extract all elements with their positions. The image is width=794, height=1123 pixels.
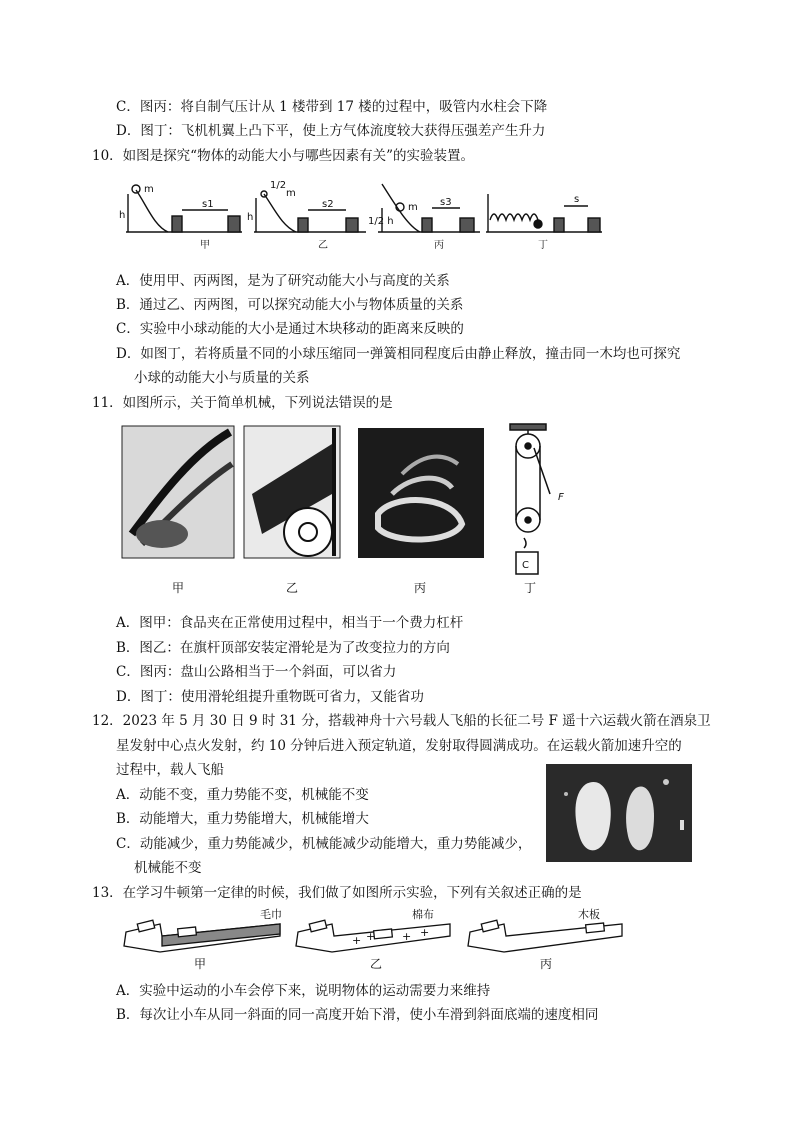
q11-option-d: D．图丁：使用滑轮组提升重物既可省力，又能省功	[116, 689, 424, 705]
q11-label-jia: 甲	[172, 581, 185, 595]
q10-figure-kinetic-energy	[119, 180, 612, 252]
q13-figure-newton-first-law	[120, 906, 632, 970]
svg-text:+: +	[420, 926, 430, 939]
q11-option-b: B．图乙：在旗杆顶部安装定滑轮是为了改变拉力的方向	[116, 640, 450, 656]
q12-option-c-line1: C．动能减少，重力势能减少，机械能减少动能增大，重力势能减少，	[116, 836, 532, 852]
q11-force-label: F	[558, 492, 564, 503]
q10-label-jia: 甲	[200, 240, 210, 251]
q11-label-ding: 丁	[524, 581, 537, 595]
svg-text:+: +	[402, 930, 412, 943]
q10-option-a: A．使用甲、丙两图，是为了研究动能大小与高度的关系	[116, 273, 450, 289]
q13-option-b: B．每次让小车从同一斜面的同一高度开始下滑，使小车滑到斜面底端的速度相同	[116, 1007, 599, 1023]
q10-h-label-yi: h	[247, 212, 254, 223]
q12-option-b: B．动能增大，重力势能增大，机械能增大	[116, 811, 369, 827]
q10-option-d-line1: D．如图丁，若将质量不同的小球压缩同一弹簧相同程度后由静止释放，撞击同一木均也可探究	[116, 346, 681, 362]
q10-mass-label-bing: m	[408, 202, 418, 213]
svg-text:+: +	[366, 930, 376, 943]
q9-option-d: D．图丁：飞机机翼上凸下平，使上方气体流度较大获得压强差产生升力	[116, 123, 546, 139]
q10-option-c: C．实验中小球动能的大小是通过木块移动的距离来反映的	[116, 321, 464, 337]
q13-option-a: A．实验中运动的小车会停下来，说明物体的运动需要力来维持	[116, 983, 491, 999]
q12-option-a: A．动能不变，重力势能不变，机械能不变	[116, 787, 369, 803]
q10-mass-label-yi: m	[286, 188, 296, 199]
q10-half-h-label: 1/2 h	[368, 216, 394, 227]
q10-label-bing: 丙	[434, 240, 444, 251]
q10-label-ding: 丁	[538, 240, 548, 251]
q12-rocket-photo	[546, 764, 692, 862]
q13-surface-cotton: 棉布	[412, 908, 434, 921]
q9-option-c: C．图丙：将自制气压计从 1 楼带到 17 楼的过程中，吸管内水柱会下降	[116, 99, 548, 115]
q10-stem: 10．如图是探究“物体的动能大小与哪些因素有关”的实验装置。	[92, 148, 474, 164]
q10-label-yi: 乙	[318, 240, 328, 251]
q13-label-jia: 甲	[194, 957, 207, 971]
q11-option-c: C．图丙：盘山公路相当于一个斜面，可以省力	[116, 664, 397, 680]
q10-option-d-line2: 小球的动能大小与质量的关系	[134, 370, 310, 386]
q10-s-label: s	[574, 194, 580, 205]
q13-surface-wood: 木板	[578, 908, 600, 921]
q12-stem-line2: 星发射中心点火发射，约 10 分钟后进入预定轨道，发射取得圆满成功。在运载火箭加速升空的	[116, 738, 682, 754]
q11-label-yi: 乙	[286, 581, 299, 595]
q11-stem: 11．如图所示，关于简单机械，下列说法错误的是	[92, 395, 393, 411]
q12-stem-line3: 过程中，载人飞船	[116, 762, 224, 778]
q11-option-a: A．图甲：食品夹在正常使用过程中，相当于一个费力杠杆	[116, 615, 464, 631]
q11-weight-label: C	[522, 560, 529, 571]
q10-option-b: B．通过乙、丙两图，可以探究动能大小与物体质量的关系	[116, 297, 464, 313]
q13-stem: 13．在学习牛顿第一定律的时候，我们做了如图所示实验，下列有关叙述正确的是	[92, 885, 582, 901]
q13-surface-towel: 毛巾	[260, 908, 282, 921]
q12-option-c-line2: 机械能不变	[134, 860, 202, 876]
q13-label-yi: 乙	[370, 957, 383, 971]
q10-mass-label-jia: m	[144, 184, 154, 195]
q10-s2-label: s2	[322, 199, 334, 210]
svg-text:+: +	[352, 934, 362, 947]
q11-label-bing: 丙	[414, 581, 427, 595]
q10-h-label-jia: h	[119, 210, 126, 221]
q10-half-label: 1/2	[270, 180, 287, 191]
q12-stem-line1: 12．2023 年 5 月 30 日 9 时 31 分，搭载神舟十六号载人飞船的长征二号 F 遥十六运载火箭在酒泉卫	[92, 713, 711, 729]
q10-s1-label: s1	[202, 199, 214, 210]
q11-figure-simple-machines	[122, 424, 582, 598]
q10-s3-label: s3	[440, 197, 452, 208]
q13-label-bing: 丙	[540, 957, 553, 971]
